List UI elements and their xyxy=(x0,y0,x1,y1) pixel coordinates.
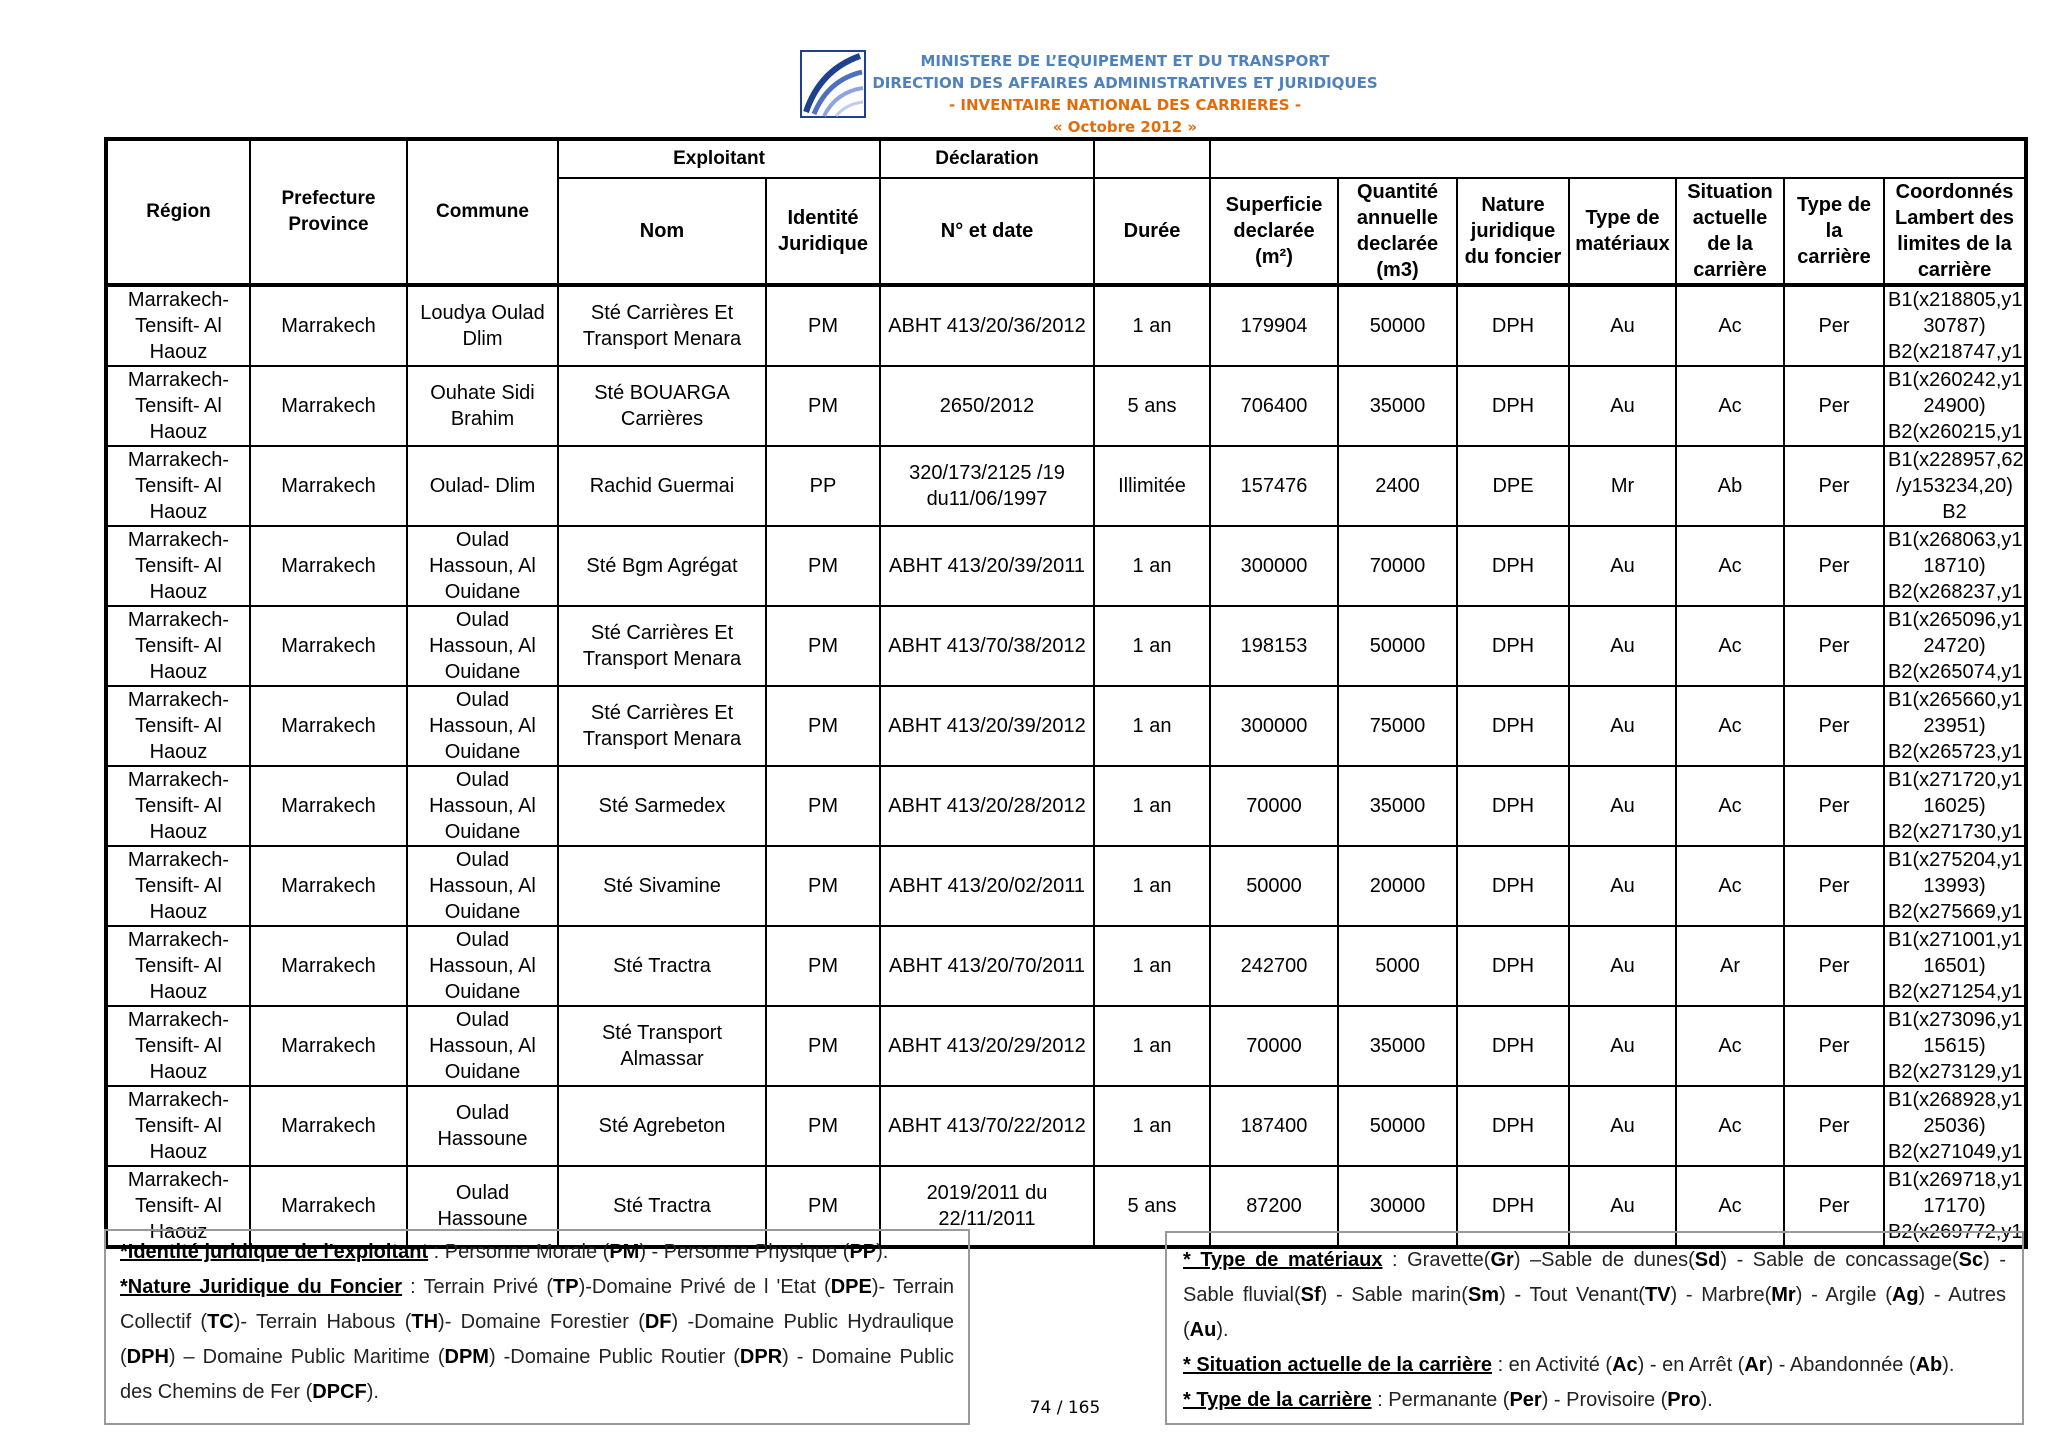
table-cell: PP xyxy=(766,446,880,526)
table-cell: Per xyxy=(1784,766,1884,846)
table-cell: 5000 xyxy=(1338,926,1457,1006)
group-header-empty xyxy=(1094,139,1210,178)
table-cell: 320/173/2125 /19 du11/06/1997 xyxy=(880,446,1094,526)
table-row xyxy=(106,1086,2026,1166)
table-cell: 35000 xyxy=(1338,1006,1457,1086)
table-cell: Au xyxy=(1569,846,1676,926)
table-cell: Oulad Hassoun, Al Ouidane xyxy=(407,686,558,766)
table-cell: Oulad Hassoun, Al Ouidane xyxy=(407,1006,558,1086)
table-cell: Marrakech xyxy=(250,366,407,446)
table-cell: Marrakech xyxy=(250,1086,407,1166)
table-cell: Oulad Hassoune xyxy=(407,1166,558,1247)
document-header xyxy=(800,48,1380,140)
table-cell: B1(x268928,y1 25036) B2(x271049,y1 xyxy=(1884,1086,2026,1166)
table-cell: Sté Carrières Et Transport Menara xyxy=(558,686,766,766)
col-header: Coordonnés Lambert des limites de la carrière xyxy=(1884,178,2026,285)
table-cell: PM xyxy=(766,1166,880,1247)
table-cell: Ac xyxy=(1676,1086,1784,1166)
table-cell: 2019/2011 du 22/11/2011 xyxy=(880,1166,1094,1247)
table-cell: 157476 xyxy=(1210,446,1338,526)
table-cell: Oulad Hassoune xyxy=(407,1086,558,1166)
table-cell: Marrakech-Tensift- Al Haouz xyxy=(106,686,250,766)
table-cell: Marrakech xyxy=(250,926,407,1006)
table-cell: Oulad Hassoun, Al Ouidane xyxy=(407,766,558,846)
legend-left xyxy=(104,1229,970,1425)
table-row xyxy=(106,606,2026,686)
table-cell: Per xyxy=(1784,926,1884,1006)
table-cell: Marrakech xyxy=(250,846,407,926)
table-row xyxy=(106,526,2026,606)
table-cell: 5 ans xyxy=(1094,366,1210,446)
table-cell: Sté Carrières Et Transport Menara xyxy=(558,606,766,686)
table-cell: DPH xyxy=(1457,926,1569,1006)
table-cell: 242700 xyxy=(1210,926,1338,1006)
legend-identite-juridique: *Identité juridique de l'exploitant : Personne Morale (PM) - Personne Physique (PP). xyxy=(120,1241,889,1263)
table-cell: Rachid Guermai xyxy=(558,446,766,526)
table-cell: Au xyxy=(1569,1086,1676,1166)
table-body xyxy=(106,285,2026,1247)
table-cell: Marrakech xyxy=(250,1166,407,1247)
table-cell: Oulad Hassoun, Al Ouidane xyxy=(407,926,558,1006)
table-cell: Marrakech xyxy=(250,766,407,846)
table-cell: B1(x269718,y1 17170) B2(x269772,y1 xyxy=(1884,1166,2026,1247)
table-cell: Marrakech xyxy=(250,606,407,686)
table-row xyxy=(106,366,2026,446)
table-cell: PM xyxy=(766,366,880,446)
table-cell: Ac xyxy=(1676,1006,1784,1086)
col-header: Région xyxy=(106,139,250,285)
table-cell: Ab xyxy=(1676,446,1784,526)
table-cell: 30000 xyxy=(1338,1166,1457,1247)
table-cell: Per xyxy=(1784,1166,1884,1247)
table-cell: Sté Sarmedex xyxy=(558,766,766,846)
table-cell: 1 an xyxy=(1094,686,1210,766)
legend-situation-carriere: * Situation actuelle de la carrière : en Activité (Ac) - en Arrêt (Ar) - Abandonnée (Ab). xyxy=(1183,1354,1955,1376)
table-cell: 1 an xyxy=(1094,1006,1210,1086)
table-cell: PM xyxy=(766,1006,880,1086)
table-row xyxy=(106,926,2026,1006)
table-cell: 35000 xyxy=(1338,366,1457,446)
table-cell: 70000 xyxy=(1338,526,1457,606)
legend-term: *Nature Juridique du Foncier xyxy=(120,1276,403,1298)
col-header: Durée xyxy=(1094,178,1210,285)
table-cell: PM xyxy=(766,686,880,766)
table-cell: PM xyxy=(766,1086,880,1166)
table-cell: Per xyxy=(1784,1006,1884,1086)
table-cell: Marrakech-Tensift- Al Haouz xyxy=(106,526,250,606)
table-row xyxy=(106,1006,2026,1086)
table-cell: Per xyxy=(1784,606,1884,686)
table-cell: B1(x228957,62 /y153234,20) B2 xyxy=(1884,446,2026,526)
table-cell: Marrakech-Tensift- Al Haouz xyxy=(106,1086,250,1166)
table-cell: 198153 xyxy=(1210,606,1338,686)
table-cell: Per xyxy=(1784,446,1884,526)
table-cell: 179904 xyxy=(1210,285,1338,366)
table-cell: Ac xyxy=(1676,366,1784,446)
table-cell: Marrakech-Tensift- Al Haouz xyxy=(106,1006,250,1086)
table-cell: 300000 xyxy=(1210,686,1338,766)
table-cell: 2650/2012 xyxy=(880,366,1094,446)
table-cell: 1 an xyxy=(1094,846,1210,926)
table-cell: B1(x273096,y1 15615) B2(x273129,y1 xyxy=(1884,1006,2026,1086)
col-header: Type de matériaux xyxy=(1569,178,1676,285)
table-cell: Per xyxy=(1784,1086,1884,1166)
table-cell: Marrakech-Tensift- Al Haouz xyxy=(106,285,250,366)
table-cell: Ac xyxy=(1676,606,1784,686)
table-row xyxy=(106,766,2026,846)
table-cell: 1 an xyxy=(1094,1086,1210,1166)
table-cell: B1(x271001,y1 16501) B2(x271254,y1 xyxy=(1884,926,2026,1006)
direction-name: DIRECTION DES AFFAIRES ADMINISTRATIVES ET JURIDIQUES xyxy=(872,74,1378,92)
table-cell: Marrakech-Tensift- Al Haouz xyxy=(106,1166,250,1247)
table-cell: 35000 xyxy=(1338,766,1457,846)
col-header: Situation actuelle de la carrière xyxy=(1676,178,1784,285)
table-cell: Marrakech-Tensift- Al Haouz xyxy=(106,926,250,1006)
legend-term: * Type de matériaux xyxy=(1183,1249,1383,1271)
table-cell: Sté Tractra xyxy=(558,926,766,1006)
table-cell: 1 an xyxy=(1094,606,1210,686)
table-cell: Per xyxy=(1784,285,1884,366)
col-header: Type de la carrière xyxy=(1784,178,1884,285)
table-cell: Sté Sivamine xyxy=(558,846,766,926)
table-cell: Sté BOUARGA Carrières xyxy=(558,366,766,446)
table-cell: B1(x260242,y1 24900) B2(x260215,y1 xyxy=(1884,366,2026,446)
table-cell: 1 an xyxy=(1094,285,1210,366)
table-cell: Per xyxy=(1784,846,1884,926)
table-cell: Illimitée xyxy=(1094,446,1210,526)
table-cell: 1 an xyxy=(1094,926,1210,1006)
table-cell: DPH xyxy=(1457,846,1569,926)
table-cell: Sté Bgm Agrégat xyxy=(558,526,766,606)
table-cell: Au xyxy=(1569,766,1676,846)
table-cell: Au xyxy=(1569,1006,1676,1086)
ministry-logo-icon xyxy=(800,50,866,118)
col-header: Quantité annuelle declarée (m3) xyxy=(1338,178,1457,285)
table-cell: Au xyxy=(1569,926,1676,1006)
table-cell: Au xyxy=(1569,285,1676,366)
table-cell: Oulad- Dlim xyxy=(407,446,558,526)
table-cell: Marrakech xyxy=(250,686,407,766)
table-cell: PM xyxy=(766,926,880,1006)
table-cell: Ar xyxy=(1676,926,1784,1006)
table-cell: B1(x271720,y1 16025) B2(x271730,y1 xyxy=(1884,766,2026,846)
table-cell: Sté Transport Almassar xyxy=(558,1006,766,1086)
table-cell: ABHT 413/20/70/2011 xyxy=(880,926,1094,1006)
table-cell: Marrakech xyxy=(250,285,407,366)
col-header: N° et date xyxy=(880,178,1094,285)
table-cell: DPH xyxy=(1457,686,1569,766)
col-header: Nature juridique du foncier xyxy=(1457,178,1569,285)
table-cell: 5 ans xyxy=(1094,1166,1210,1247)
table-row xyxy=(106,446,2026,526)
table-cell: 20000 xyxy=(1338,846,1457,926)
table-cell: B1(x265660,y1 23951) B2(x265723,y1 xyxy=(1884,686,2026,766)
table-cell: 70000 xyxy=(1210,766,1338,846)
table-cell: Ac xyxy=(1676,526,1784,606)
table-cell: 2400 xyxy=(1338,446,1457,526)
col-header: Nom xyxy=(558,178,766,285)
table-cell: Au xyxy=(1569,1166,1676,1247)
table-cell: Ac xyxy=(1676,766,1784,846)
table-cell: DPH xyxy=(1457,1006,1569,1086)
table-cell: Ac xyxy=(1676,1166,1784,1247)
table-cell: Au xyxy=(1569,526,1676,606)
table-cell: 1 an xyxy=(1094,526,1210,606)
table-cell: 300000 xyxy=(1210,526,1338,606)
table-cell: Au xyxy=(1569,366,1676,446)
table-row xyxy=(106,846,2026,926)
table-cell: Ouhate Sidi Brahim xyxy=(407,366,558,446)
table-cell: 50000 xyxy=(1338,285,1457,366)
table-cell: DPH xyxy=(1457,766,1569,846)
table-cell: Oulad Hassoun, Al Ouidane xyxy=(407,606,558,686)
table-cell: Sté Agrebeton xyxy=(558,1086,766,1166)
table-row xyxy=(106,285,2026,366)
table-cell: Au xyxy=(1569,606,1676,686)
table-cell: ABHT 413/20/36/2012 xyxy=(880,285,1094,366)
table-cell: ABHT 413/20/39/2012 xyxy=(880,686,1094,766)
table-cell: PM xyxy=(766,526,880,606)
table-cell: Marrakech-Tensift- Al Haouz xyxy=(106,766,250,846)
legend-term: * Type de la carrière xyxy=(1183,1389,1372,1411)
quarries-table xyxy=(104,137,2028,1249)
table-cell: Marrakech-Tensift- Al Haouz xyxy=(106,606,250,686)
table-cell: Mr xyxy=(1569,446,1676,526)
group-header-exploitant: Exploitant xyxy=(558,139,880,178)
table-cell: Marrakech xyxy=(250,1006,407,1086)
table-cell: Ac xyxy=(1676,846,1784,926)
legend-type-carriere: * Type de la carrière : Permanante (Per) - Provisoire (Pro). xyxy=(1183,1389,1713,1411)
table-cell: Marrakech-Tensift- Al Haouz xyxy=(106,366,250,446)
table-cell: 187400 xyxy=(1210,1086,1338,1166)
col-header: Identité Juridique xyxy=(766,178,880,285)
page-number: 74 / 165 xyxy=(1029,1398,1101,1418)
table-cell: B1(x275204,y1 13993) B2(x275669,y1 xyxy=(1884,846,2026,926)
table-cell: Sté Carrières Et Transport Menara xyxy=(558,285,766,366)
col-header: Prefecture Province xyxy=(250,139,407,285)
table-group-header-row xyxy=(106,139,2026,178)
inventory-date: « Octobre 2012 » xyxy=(1052,118,1198,136)
table-cell: DPH xyxy=(1457,606,1569,686)
table-cell: Sté Tractra xyxy=(558,1166,766,1247)
table-cell: Per xyxy=(1784,686,1884,766)
ministry-name: MINISTERE DE L’EQUIPEMENT ET DU TRANSPORT xyxy=(920,52,1330,70)
table-cell: 1 an xyxy=(1094,766,1210,846)
table-cell: PM xyxy=(766,846,880,926)
table-cell: 50000 xyxy=(1338,1086,1457,1166)
table-cell: DPH xyxy=(1457,366,1569,446)
table-cell: Marrakech-Tensift- Al Haouz xyxy=(106,846,250,926)
legend-right xyxy=(1165,1231,2024,1425)
table-cell: ABHT 413/20/02/2011 xyxy=(880,846,1094,926)
table-cell: Per xyxy=(1784,366,1884,446)
table-cell: PM xyxy=(766,285,880,366)
table-cell: Loudya Oulad Dlim xyxy=(407,285,558,366)
table-cell: ABHT 413/20/28/2012 xyxy=(880,766,1094,846)
table-cell: DPH xyxy=(1457,285,1569,366)
group-header-empty xyxy=(1210,139,2026,178)
table-cell: Per xyxy=(1784,526,1884,606)
table-cell: ABHT 413/20/29/2012 xyxy=(880,1006,1094,1086)
table-cell: DPH xyxy=(1457,1086,1569,1166)
table-cell: DPE xyxy=(1457,446,1569,526)
table-cell: Oulad Hassoun, Al Ouidane xyxy=(407,526,558,606)
table-cell: Ac xyxy=(1676,285,1784,366)
table-cell: Ac xyxy=(1676,686,1784,766)
table-cell: DPH xyxy=(1457,1166,1569,1247)
legend-term: * Situation actuelle de la carrière xyxy=(1183,1354,1493,1376)
table-cell: Marrakech xyxy=(250,446,407,526)
table-cell: Marrakech-Tensift- Al Haouz xyxy=(106,446,250,526)
table-cell: Oulad Hassoun, Al Ouidane xyxy=(407,846,558,926)
table-cell: Marrakech xyxy=(250,526,407,606)
table-cell: 50000 xyxy=(1210,846,1338,926)
table-cell: Au xyxy=(1569,686,1676,766)
table-cell: PM xyxy=(766,606,880,686)
table-cell: ABHT 413/70/22/2012 xyxy=(880,1086,1094,1166)
table-cell: ABHT 413/20/39/2011 xyxy=(880,526,1094,606)
inventory-title: - INVENTAIRE NATIONAL DES CARRIERES - xyxy=(948,96,1302,114)
table-cell: PM xyxy=(766,766,880,846)
legend-term: *Identité juridique de l'exploitant xyxy=(120,1241,429,1263)
table-cell: DPH xyxy=(1457,526,1569,606)
table-cell: 75000 xyxy=(1338,686,1457,766)
table-row xyxy=(106,686,2026,766)
legend-nature-juridique: *Nature Juridique du Foncier : Terrain Privé (TP)-Domaine Privé de l 'Etat (DPE)- Terrain Collectif (TC)- Terrain Habous (TH)- Domaine Forestier (DF) -Domaine Public Hydraulique (DPH) – Domaine Public Maritime (DPM) -Domaine Public Routier (DPR) - Domaine Public des Chemins de Fer (DPCF). xyxy=(120,1276,955,1403)
legend-type-materiaux: * Type de matériaux : Gravette(Gr) –Sable de dunes(Sd) - Sable de concassage(Sc) - Sable fluvial(Sf) - Sable marin(Sm) - Tout Venant(TV) - Marbre(Mr) - Argile (Ag) - Autres (Au). xyxy=(1183,1249,2007,1341)
table-cell: B1(x218805,y1 30787) B2(x218747,y1 xyxy=(1884,285,2026,366)
table-cell: 87200 xyxy=(1210,1166,1338,1247)
col-header: Commune xyxy=(407,139,558,285)
col-header: Superficie declarée (m²) xyxy=(1210,178,1338,285)
table-cell: 70000 xyxy=(1210,1006,1338,1086)
table-cell: B1(x265096,y1 24720) B2(x265074,y1 xyxy=(1884,606,2026,686)
table-cell: B1(x268063,y1 18710) B2(x268237,y1 xyxy=(1884,526,2026,606)
table-cell: ABHT 413/70/38/2012 xyxy=(880,606,1094,686)
table-cell: 706400 xyxy=(1210,366,1338,446)
group-header-declaration: Déclaration xyxy=(880,139,1094,178)
table-cell: 50000 xyxy=(1338,606,1457,686)
